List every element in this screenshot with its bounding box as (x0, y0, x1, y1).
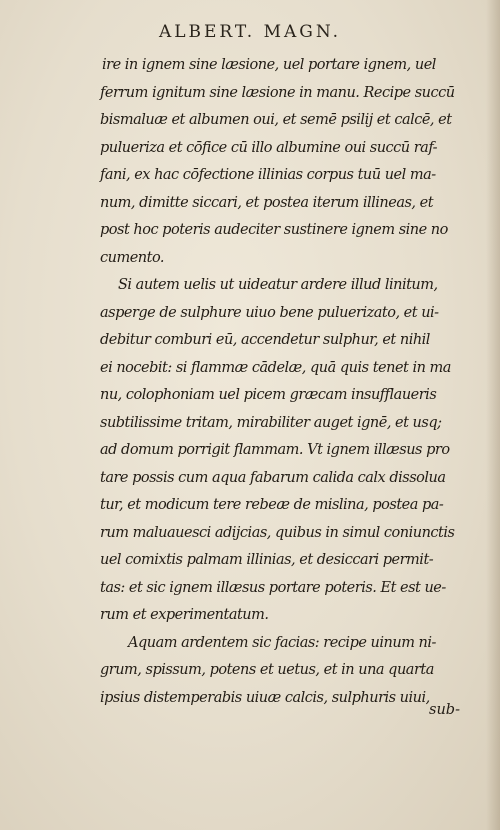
text-line: num, dimitte siccari, et postea iterum illineas, et (100, 194, 434, 211)
text-line: Si autem uelis ut uideatur ardere illud linitum, (118, 277, 438, 293)
text-line: ferrum ignitum sine læsione in manu. Recipe succū (100, 84, 455, 101)
text-line: debitur comburi eū, accendetur sulphur, et nihil (100, 332, 430, 348)
text-line: tur, et modicum tere rebeæ de mislina, postea pa- (100, 497, 444, 513)
body-text (100, 52, 470, 712)
text-line: grum, spissum, potens et uetus, et in una quarta (100, 662, 434, 678)
text-line: ad domum porrigit flammam. Vt ignem illæsus pro (100, 442, 450, 458)
text-line: uel comixtis palmam illinias, et desiccari permit- (100, 552, 434, 568)
text-line: bismaluæ et albumen oui, et semē psilij et calcē, et (100, 112, 452, 128)
text-line: pulueriza et cōfice cū illo albumine oui succū raf- (100, 139, 438, 156)
text-line: ei nocebit: si flammæ cādelæ, quā quis tenet in ma (100, 359, 451, 376)
text-line: cumento. (100, 249, 165, 266)
text-line: fani, ex hac cōfectione illinias corpus tuū uel ma- (100, 167, 436, 183)
text-line: tas: et sic ignem illæsus portare poteris. Et est ue- (100, 579, 446, 596)
running-head: ALBERT. MAGN. (158, 22, 342, 42)
text-line: rum et experimentatum. (100, 607, 269, 623)
text-line: ipsius distemperabis uiuæ calcis, sulphuris uiui, (100, 689, 430, 706)
text-line: post hoc poteris audeciter sustinere ignem sine no (100, 222, 448, 238)
text-line: ire in ignem sine læsione, uel portare ignem, uel (102, 57, 436, 73)
text-line: asperge de sulphure uiuo bene puluerizato, et ui- (100, 304, 439, 321)
catchword: sub- (429, 702, 460, 718)
text-line: Aquam ardentem sic facias: recipe uinum ni- (128, 634, 436, 651)
text-line: nu, colophoniam uel picem græcam insufflaueris (100, 387, 437, 403)
text-line: rum maluauesci adijcias, quibus in simul coniunctis (100, 524, 455, 541)
text-line: subtilissime tritam, mirabiliter auget ignē, et usq; (100, 414, 442, 431)
text-line: tare possis cum aqua fabarum calida calx dissolua (100, 469, 446, 486)
